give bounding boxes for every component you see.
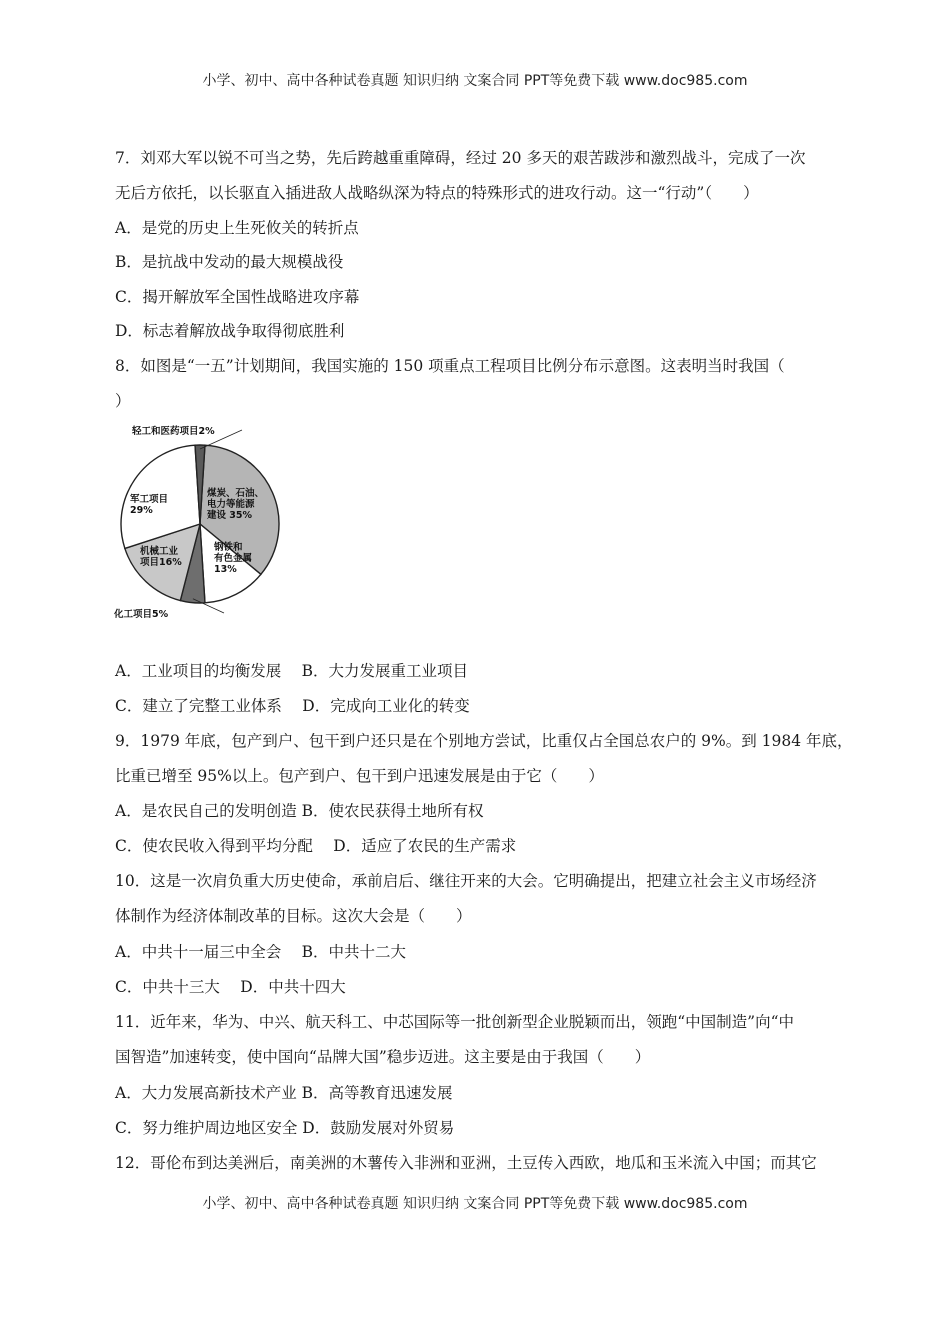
project-distribution-pie-chart: [110, 418, 290, 628]
pie-label-3: 机械工业项目16%: [140, 546, 182, 568]
question-7-option-c: C．揭开解放军全国性战略进攻序幕: [115, 288, 360, 306]
question-7-stem-line-2: 无后方依托，以长驱直入插进敌人战略纵深为特点的特殊形式的进攻行动。这一“行动”（ ）: [115, 184, 759, 202]
question-9-stem-line-2: 比重已增至 95%以上。包产到户、包干到户迅速发展是由于它（ ）: [115, 767, 604, 785]
question-10-stem-line-2: 体制作为经济体制改革的目标。这次大会是（ ）: [115, 907, 472, 925]
question-7-option-d: D．标志着解放战争取得彻底胜利: [115, 322, 345, 340]
question-8-options-c-d: C．建立了完整工业体系 D．完成向工业化的转变: [115, 697, 470, 715]
question-12-stem-line-1: 12．哥伦布到达美洲后，南美洲的木薯传入非洲和亚洲，土豆传入西欧，地瓜和玉米流入中国；而其它: [115, 1154, 817, 1172]
question-11-options-c-d: C．努力维护周边地区安全 D．鼓励发展对外贸易: [115, 1119, 455, 1137]
pie-label-2: 化工项目5%: [114, 609, 169, 620]
pie-label-5: 轻工和医药项目2%: [132, 426, 215, 437]
question-7-option-b: B．是抗战中发动的最大规模战役: [115, 253, 344, 271]
question-9-options-a-b: A．是农民自己的发明创造 B．使农民获得土地所有权: [115, 802, 484, 820]
question-8-stem-line-1: 8．如图是“一五”计划期间，我国实施的 150 项重点工程项目比例分布示意图。这表明当时我国（: [115, 357, 785, 375]
question-11-stem-line-2: 国智造”加速转变，使中国向“品牌大国”稳步迈进。这主要是由于我国（ ）: [115, 1048, 651, 1066]
question-11-stem-line-1: 11．近年来，华为、中兴、航天科工、中芯国际等一批创新型企业脱颖而出，领跑“中国制造”向“中: [115, 1013, 794, 1031]
pie-chart-svg: [110, 418, 290, 628]
pie-label-0: 煤炭、石油、电力等能源建设 35%: [207, 488, 265, 521]
question-8-options-a-b: A．工业项目的均衡发展 B．大力发展重工业项目: [115, 662, 469, 680]
question-10-stem-line-1: 10．这是一次肩负重大历史使命，承前启后、继往开来的大会。它明确提出，把建立社会主义市场经济: [115, 872, 817, 890]
pie-label-4: 军工项目 29%: [130, 494, 169, 516]
question-10-options-a-b: A．中共十一届三中全会 B．中共十二大: [115, 943, 407, 961]
question-11-options-a-b: A．大力发展高新技术产业 B．高等教育迅速发展: [115, 1084, 453, 1102]
pie-label-1: 钢铁和有色金属 13%: [214, 542, 253, 575]
question-9-options-c-d: C．使农民收入得到平均分配 D．适应了农民的生产需求: [115, 837, 517, 855]
page-footer: 小学、初中、高中各种试卷真题 知识归纳 文案合同 PPT等免费下载 www.doc985.com: [202, 1196, 748, 1212]
question-10-options-c-d: C．中共十三大 D．中共十四大: [115, 978, 346, 996]
question-8-stem-line-2: ）: [115, 392, 131, 410]
page-header: 小学、初中、高中各种试卷真题 知识归纳 文案合同 PPT等免费下载 www.doc985.com: [202, 73, 748, 89]
question-7-stem-line-1: 7．刘邓大军以锐不可当之势，先后跨越重重障碍，经过 20 多天的艰苦跋涉和激烈战斗，完成了一次: [115, 149, 806, 167]
question-7-option-a: A．是党的历史上生死攸关的转折点: [115, 219, 359, 237]
question-9-stem-line-1: 9．1979 年底，包产到户、包干到户还只是在个别地方尝试，比重仅占全国总农户的 9%。到 1984 年底，: [115, 732, 853, 750]
